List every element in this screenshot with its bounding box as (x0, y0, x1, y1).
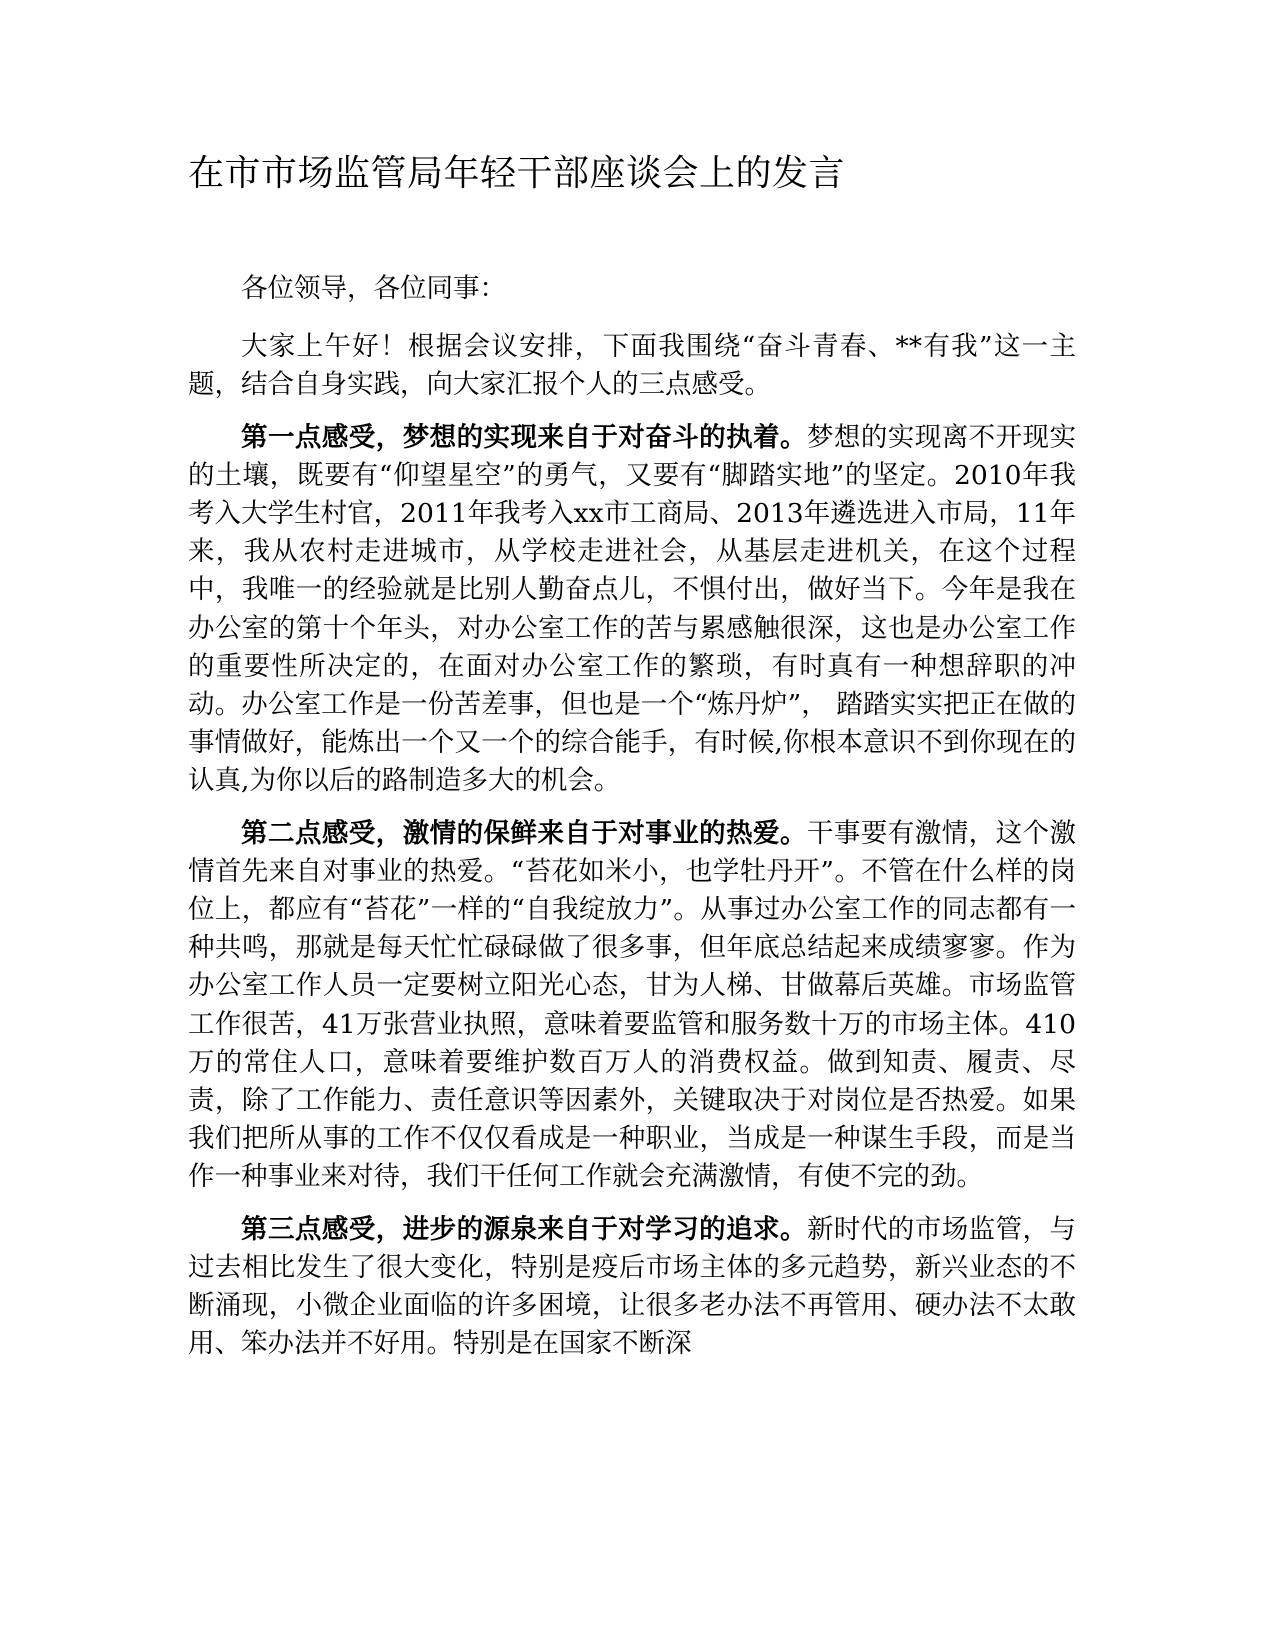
section-paragraph-2 (188, 815, 1076, 1197)
section-text-2: 干事要有激情，这个激情首先来自对事业的热爱。“苔花如米小，也学牡丹开”。不管在什么样的岗位上，都应有“苔花”一样的“自我绽放力”。从事过办公室工作的同志都有一种共鸣，那就是每天忙忙碌碌做了很多事，但年底总结起来成绩寥寥。作为办公室工作人员一定要树立阳光心态，甘为人梯、甘做幕后英雄。市场监管工作很苦，41万张营业执照，意味着要监管和服务数十万的市场主体。410万的常住人口，意味着要维护数百万人的消费权益。做到知责、履责、尽责，除了工作能力、责任意识等因素外，关键取决于对岗位是否热爱。如果我们把所从事的工作不仅仅看成是一种职业，当成是一种谋生手段，而是当作一种事业来对待，我们干任何工作就会充满激情，有使不完的劲。 (188, 817, 1077, 1193)
section-paragraph-3 (188, 1211, 1076, 1364)
section-lead-3: 第三点感受，进步的源泉来自于对学习的追求。 (241, 1213, 807, 1245)
section-text-3: 新时代的市场监管，与过去相比发生了很大变化，特别是疫后市场主体的多元趋势，新兴业态的不断涌现，小微企业面临的许多困境，让很多老办法不再管用、硬办法不太敢用、笨办法并不好用。特别是在国家不断深 (188, 1213, 1077, 1360)
section-text-1: 梦想的实现离不开现实的土壤，既要有“仰望星空”的勇气，又要有“脚踏实地”的坚定。2010年我考入大学生村官，2011年我考入xx市工商局、2013年遴选进入市局，11年来，我从农村走进城市，从学校走进社会，从基层走进机关，在这个过程中，我唯一的经验就是比别人勤奋点儿，不惧付出，做好当下。今年是我在办公室的第十个年头，对办公室工作的苦与累感触很深，这也是办公室工作的重要性所决定的，在面对办公室工作的繁琐，有时真有一种想辞职的冲动。办公室工作是一份苦差事，但也是一个“炼丹炉”， 踏踏实实把正在做的事情做好，能炼出一个又一个的综合能手，有时候,你根本意识不到你现在的认真,为你以后的路制造多大的机会。 (188, 421, 1077, 797)
document-title: 在市市场监管局年轻干部座谈会上的发言 (188, 153, 846, 194)
section-lead-2: 第二点感受，激情的保鲜来自于对事业的热爱。 (241, 817, 807, 849)
intro-paragraph: 大家上午好！根据会议安排，下面我围绕“奋斗青春、**有我”这一主题，结合自身实践，向大家汇报个人的三点感受。 (188, 331, 1076, 401)
salutation: 各位领导，各位同事： (241, 273, 506, 304)
document-body (188, 270, 1076, 1377)
section-lead-1: 第一点感受，梦想的实现来自于对奋斗的执着。 (241, 421, 807, 453)
section-paragraph-1 (188, 419, 1076, 801)
